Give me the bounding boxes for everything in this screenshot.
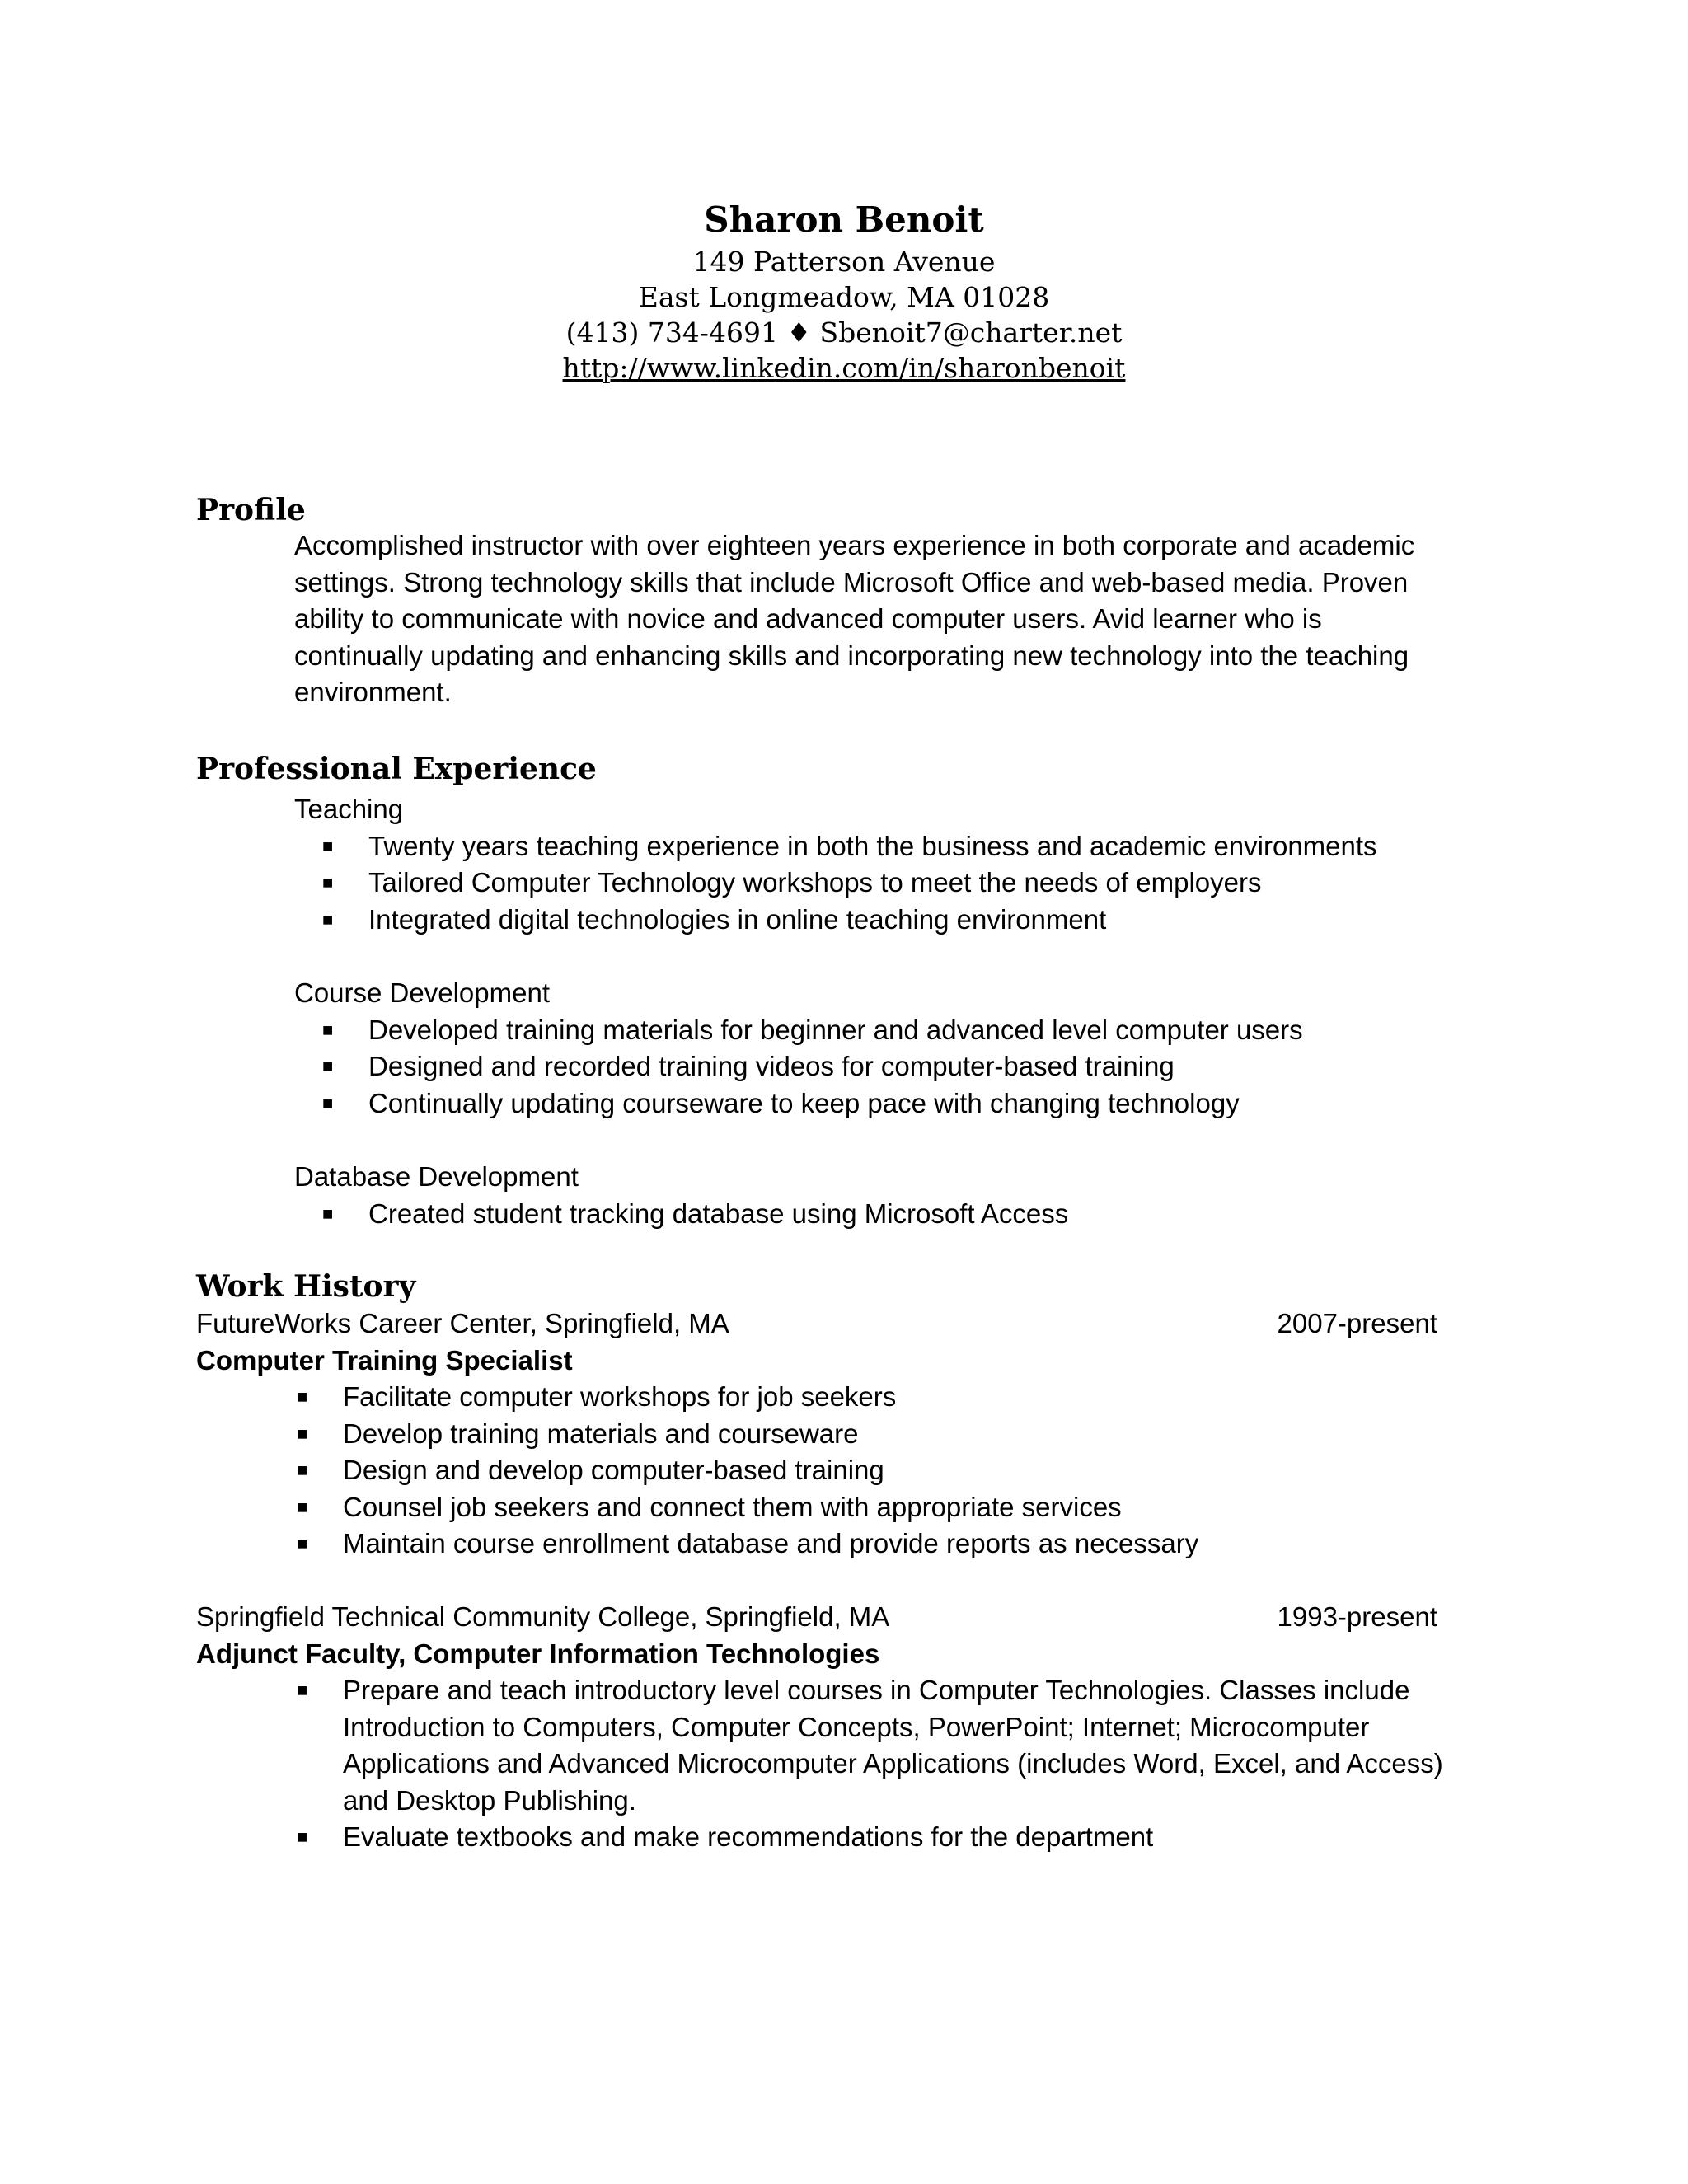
experience-group-teaching: [294, 791, 1377, 938]
experience-group-label: Teaching: [294, 794, 404, 824]
square-bullet-icon: ■: [297, 1386, 308, 1407]
list-item: ■ Continually updating courseware to keep pace with changing technology: [294, 1085, 1303, 1122]
square-bullet-icon: ■: [297, 1680, 308, 1700]
list-item: ■ Develop training materials and courseware: [270, 1416, 1482, 1453]
email-address[interactable]: Sbenoit7@charter.net: [819, 316, 1123, 349]
experience-group-label: Course Development: [294, 977, 550, 1008]
job-dates: 2007-present: [1277, 1308, 1437, 1338]
phone-number: (413) 734-4691: [565, 316, 778, 349]
list-item: ■ Prepare and teach introductory level courses in Computer Technologies. Classes include Introduction to Computers, Computer Concepts, PowerPoint; Internet; Microcomputer Applications and Advanced Microcomputer Applications (includes Word, Excel, and Access) and Desktop Publishing.: [270, 1672, 1482, 1819]
experience-group-database-development: [294, 1159, 1068, 1232]
square-bullet-icon: ■: [322, 835, 334, 856]
list-item: ■ Facilitate computer workshops for job seekers: [270, 1379, 1482, 1416]
square-bullet-icon: ■: [322, 908, 334, 930]
experience-heading: Professional Experience: [196, 752, 597, 786]
profile-line: environment.: [294, 677, 452, 707]
square-bullet-icon: ■: [297, 1533, 308, 1554]
square-bullet-icon: ■: [322, 1202, 334, 1224]
linkedin-link[interactable]: http://www.linkedin.com/in/sharonbenoit: [562, 352, 1126, 384]
list-item: ■ Maintain course enrollment database and provide reports as necessary: [270, 1526, 1482, 1563]
candidate-name: Sharon Benoit: [704, 199, 984, 240]
job-entry-futureworks: [196, 1305, 1482, 1563]
profile-paragraph: [294, 527, 1465, 711]
list-item: ■ Counsel job seekers and connect them with appropriate services: [270, 1489, 1482, 1526]
job-organization: FutureWorks Career Center, Springfield, MA: [196, 1308, 729, 1338]
list-item: ■ Twenty years teaching experience in both the business and academic environments: [294, 828, 1377, 865]
square-bullet-icon: ■: [297, 1460, 308, 1480]
profile-line: continually updating and enhancing skills and incorporating new technology into the teaching: [294, 640, 1409, 671]
job-org-line: [196, 1305, 1482, 1343]
square-bullet-icon: ■: [322, 1092, 334, 1113]
job-org-line: [196, 1599, 1482, 1636]
job-entry-stcc: [196, 1599, 1482, 1856]
job-title: Adjunct Faculty, Computer Information Technologies: [196, 1638, 880, 1669]
list-item: ■ Developed training materials for beginner and advanced level computer users: [294, 1012, 1303, 1049]
experience-group-course-development: [294, 975, 1303, 1122]
diamond-separator-icon: ♦: [786, 316, 812, 349]
resume-header: [0, 196, 1688, 386]
contact-line: [0, 315, 1688, 350]
list-item: ■ Created student tracking database using Microsoft Access: [294, 1196, 1068, 1233]
square-bullet-icon: ■: [297, 1422, 308, 1444]
profile-line: settings. Strong technology skills that include Microsoft Office and web-based media. Proven: [294, 566, 1409, 598]
job-dates: 1993-present: [1277, 1601, 1437, 1632]
list-item: ■ Integrated digital technologies in online teaching environment: [294, 902, 1377, 939]
square-bullet-icon: ■: [297, 1826, 308, 1847]
square-bullet-icon: ■: [297, 1496, 308, 1517]
job-organization: Springfield Technical Community College, Springfield, MA: [196, 1601, 890, 1632]
list-item: ■ Designed and recorded training videos for computer-based training: [294, 1048, 1303, 1085]
list-item: ■ Evaluate textbooks and make recommendations for the department: [270, 1819, 1482, 1856]
job-title: Computer Training Specialist: [196, 1344, 573, 1376]
list-item: ■ Tailored Computer Technology workshops to meet the needs of employers: [294, 865, 1377, 902]
square-bullet-icon: ■: [322, 1019, 334, 1040]
work-history-heading: Work History: [196, 1269, 416, 1304]
profile-line: ability to communicate with novice and advanced computer users. Avid learner who is: [294, 603, 1322, 634]
profile-heading: Profile: [196, 493, 306, 527]
address-line-2: East Longmeadow, MA 01028: [638, 281, 1050, 313]
square-bullet-icon: ■: [322, 1056, 334, 1076]
square-bullet-icon: ■: [322, 872, 334, 893]
profile-line: Accomplished instructor with over eighteen years experience in both corporate and academic: [294, 530, 1415, 560]
list-item: ■ Design and develop computer-based training: [270, 1452, 1482, 1489]
address-line-1: 149 Patterson Avenue: [692, 246, 996, 278]
experience-group-label: Database Development: [294, 1161, 579, 1192]
